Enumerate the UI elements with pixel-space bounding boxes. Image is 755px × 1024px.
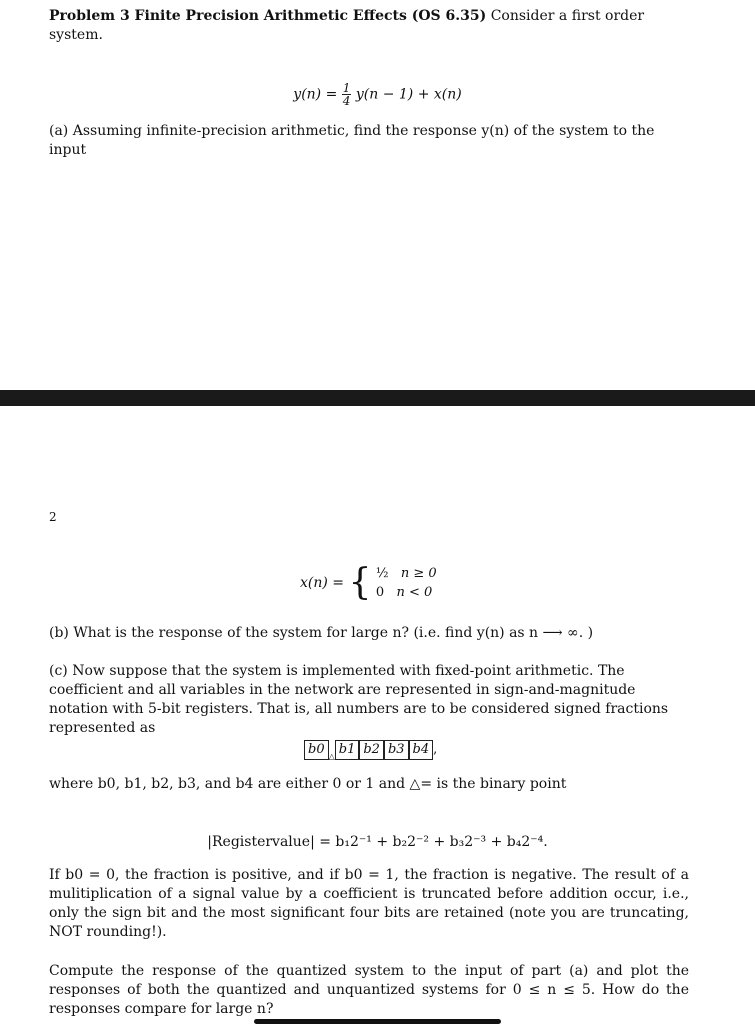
- page-divider: [0, 390, 755, 406]
- bit-b1: b1: [335, 740, 360, 760]
- problem-intro: [49, 7, 689, 45]
- left-brace: {: [348, 562, 372, 603]
- bit-b2: b2: [359, 740, 384, 760]
- difference-equation: y(n) = $\frac{1}{4}$ y(n − 1) + x(n): [293, 81, 462, 108]
- where-text: where b0, b1, b2, b3, and b4 are either 0 or 1 and △= is the binary point: [49, 776, 567, 792]
- bit-b4: b4: [409, 740, 434, 760]
- piecewise-cases: ½ n ≥ 0 0 n < 0: [375, 566, 437, 600]
- part-a: (a) Assuming infinite-precision arithmetic, find the response y(n) of the system to the input: [49, 123, 655, 158]
- register-bits: b0 $_\triangle$ b1 b2 b3 b4 ,: [304, 740, 437, 761]
- coefficient-fraction: $\frac{1}{4}$: [342, 81, 351, 108]
- sign-explanation: If b0 = 0, the fraction is positive, and if b0 = 1, the fraction is negative. The result of a mulitiplication of a signal value by a coefficient is truncated before addition occur, i.e., only the sign bit and the most significant four bits are retained (note you are truncating, NOT rounding!).: [49, 867, 689, 940]
- register-equation: |Registervalue| = b₁2⁻¹ + b₂2⁻² + b₃2⁻³ + b₄2⁻⁴.: [207, 834, 548, 850]
- bit-b3: b3: [384, 740, 409, 760]
- input-definition: x(n) = { ½ n ≥ 0 0 n < 0: [300, 562, 437, 603]
- home-indicator: [254, 1019, 501, 1024]
- problem-heading: Problem 3 Finite Precision Arithmetic Effects (OS 6.35): [49, 8, 487, 24]
- binary-point-symbol: △: [328, 752, 335, 761]
- part-c: (c) Now suppose that the system is implemented with fixed-point arithmetic. The coefficient and all variables in the network are represented in sign-and-magnitude notation with 5-bit registers. That is, all numbers are to be considered signed fractions represented as: [49, 663, 669, 736]
- compute-instruction: Compute the response of the quantized system to the input of part (a) and plot the responses of both the quantized and unquantized systems for 0 ≤ n ≤ 5. How do the responses compare for large n?: [49, 963, 689, 1017]
- page-number: 2: [49, 510, 57, 524]
- part-b: (b) What is the response of the system for large n? (i.e. find y(n) as n ⟶ ∞. ): [49, 625, 594, 641]
- problem-intro-text: Consider a first order system.: [49, 8, 645, 43]
- bit-b0: b0: [304, 740, 329, 760]
